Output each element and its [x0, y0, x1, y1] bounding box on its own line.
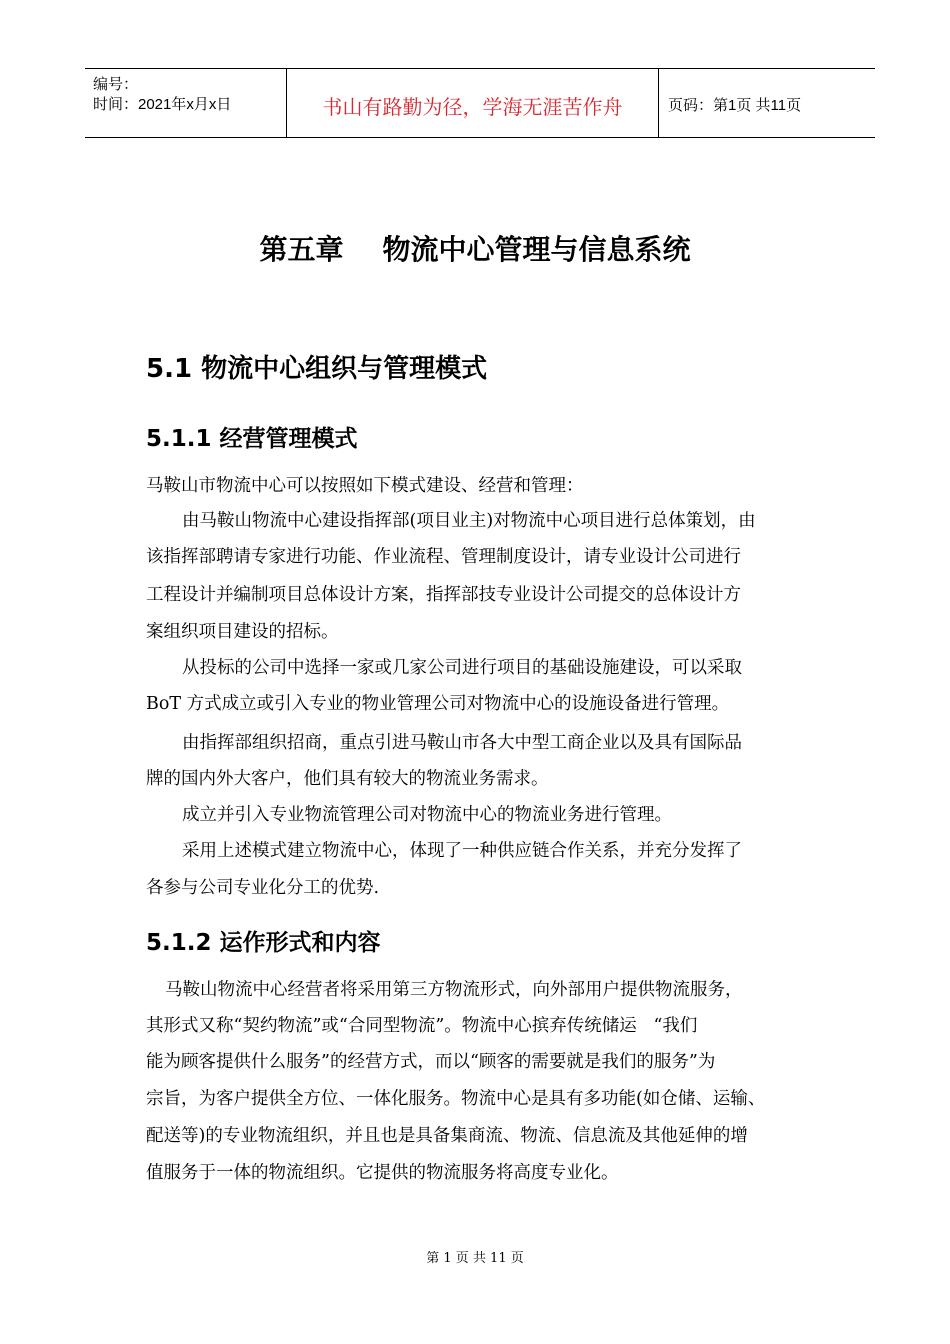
paragraph-line: 马鞍山物流中心经营者将采用第三方物流形式，向外部用户提供物流服务， — [165, 980, 743, 1000]
subsection-title-1: 5.1.1 经营管理模式 — [146, 426, 358, 452]
page-label: 页码：第1页 共11页 — [668, 97, 802, 114]
header-meta-cell — [85, 69, 286, 137]
paragraph-line: 牌的国内外大客户，他们具有较大的物流业务需求。 — [146, 769, 549, 789]
paragraph-line: 从投标的公司中选择一家或几家公司进行项目的基础设施建设，可以采取 — [182, 658, 742, 678]
motto-text: 书山有路勤为径，学海无涯苦作舟 — [322, 95, 623, 119]
paragraph-line: 由指挥部组织招商，重点引进马鞍山市各大中型工商企业以及具有国际品 — [182, 733, 742, 753]
section-title: 5.1 物流中心组织与管理模式 — [146, 354, 488, 384]
paragraph-line: 值服务于一体的物流组织。它提供的物流服务将高度专业化。 — [146, 1163, 619, 1183]
paragraph-line: 各参与公司专业化分工的优势. — [146, 878, 380, 898]
paragraph-line: BoT 方式成立或引入专业的物业管理公司对物流中心的设施设备进行管理。 — [146, 694, 730, 714]
document-header — [85, 68, 875, 138]
paragraph-line: 由马鞍山物流中心建设指挥部(项目业主)对物流中心项目进行总体策划，由 — [182, 511, 756, 531]
paragraph-line: 该指挥部聘请专家进行功能、作业流程、管理制度设计，请专业设计公司进行 — [146, 547, 741, 567]
number-label: 编号： — [93, 76, 139, 93]
paragraph-line: 能为顾客提供什么服务”的经营方式，而以“顾客的需要就是我们的服务”为 — [146, 1052, 716, 1072]
paragraph-line: 采用上述模式建立物流中心，体现了一种供应链合作关系，并充分发挥了 — [182, 841, 742, 861]
page-footer: 第 1 页 共 11 页 — [426, 1251, 524, 1266]
paragraph-line: 宗旨，为客户提供全方位、一体化服务。物流中心是具有多功能(如仓储、运输、 — [146, 1089, 766, 1109]
header-motto-cell — [286, 69, 659, 137]
paragraph-line: 其形式又称“契约物流”或“合同型物流”。物流中心摈弃传统储运 “我们 — [146, 1016, 698, 1036]
paragraph-line: 案组织项目建设的招标。 — [146, 622, 339, 642]
header-page-cell — [658, 69, 875, 137]
time-label: 时间：2021年x月x日 — [93, 96, 232, 113]
chapter-title: 第五章 物流中心管理与信息系统 — [259, 233, 691, 266]
paragraph-line: 工程设计并编制项目总体设计方案，指挥部技专业设计公司提交的总体设计方 — [146, 585, 741, 605]
paragraph-line: 成立并引入专业物流管理公司对物流中心的物流业务进行管理。 — [182, 805, 672, 825]
subsection-title-2: 5.1.2 运作形式和内容 — [146, 930, 381, 956]
paragraph-line: 马鞍山市物流中心可以按照如下模式建设、经营和管理： — [146, 476, 584, 496]
paragraph-line: 配送等)的专业物流组织，并且也是具备集商流、物流、信息流及其他延伸的增 — [146, 1126, 748, 1146]
